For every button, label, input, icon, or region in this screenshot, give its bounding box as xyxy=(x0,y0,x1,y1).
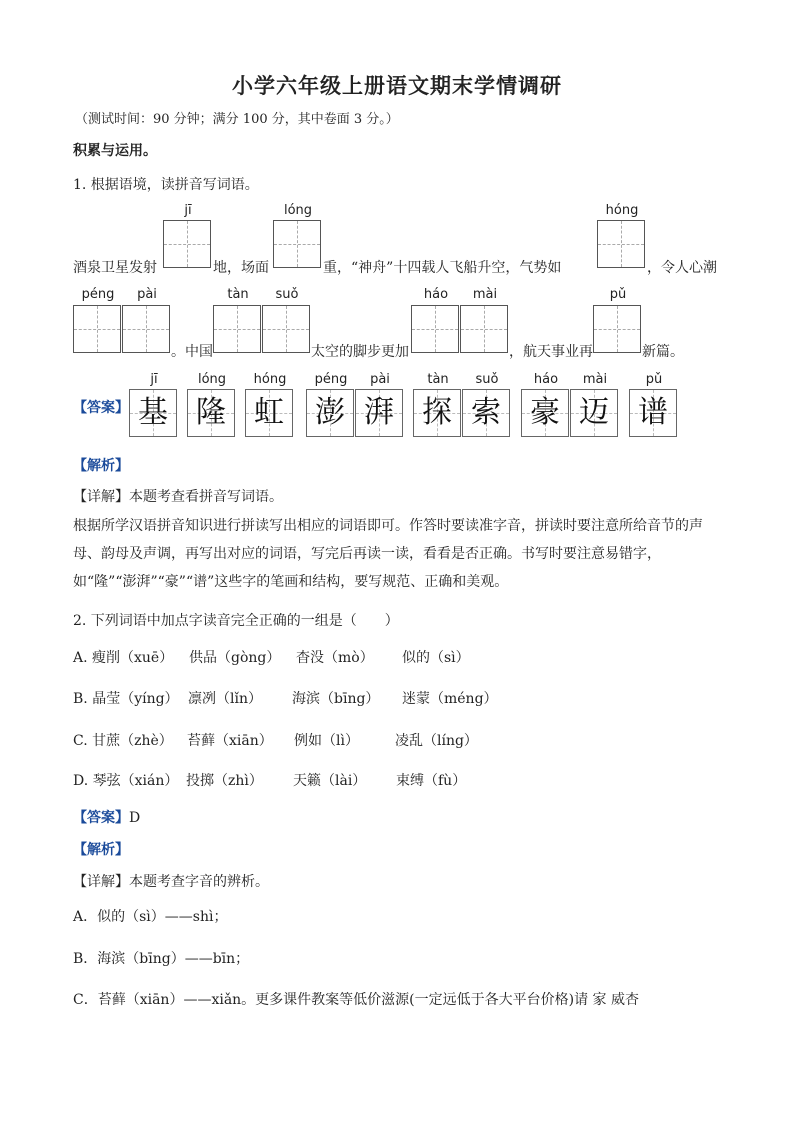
answer-char-cell xyxy=(413,389,461,437)
q1-text: 太空的脚步更加 xyxy=(311,344,409,360)
answer-tag: 【答案】 xyxy=(73,400,129,416)
option-word: 凌乱（líng） xyxy=(395,733,478,749)
answer-char: 索 xyxy=(471,395,501,430)
answer-char-cell xyxy=(521,389,569,437)
option-word: 束缚（fù） xyxy=(396,773,467,789)
pinyin-label: pǔ xyxy=(609,287,627,302)
q1-text: ，航天事业再 xyxy=(509,344,593,360)
q1-stem: 1. 根据语境，读拼音写词语。 xyxy=(73,177,259,193)
option-word: A. 瘦削（xuē） xyxy=(73,650,174,666)
option-word: D. 琴弦（xián） xyxy=(73,773,179,789)
writing-box[interactable] xyxy=(273,220,321,268)
option-word: 供品（gòng） xyxy=(189,650,281,666)
q1-text: 。中国 xyxy=(171,344,213,360)
option-word: 海滨（bīng） xyxy=(292,691,380,707)
writing-box[interactable] xyxy=(460,305,508,353)
test-note: （测试时间：90 分钟；满分 100 分，其中卷面 3 分。） xyxy=(75,112,399,127)
explain-a: A．似的（sì）——shì； xyxy=(73,909,228,925)
analysis-tag: 【解析】 xyxy=(73,842,129,858)
pinyin-label: lóng xyxy=(283,203,313,218)
answer-char-cell xyxy=(129,389,177,437)
q1-text: ，令人心潮 xyxy=(647,260,717,276)
answer-char: 澎 xyxy=(315,395,345,430)
answer-pinyin: jī xyxy=(150,372,158,387)
q2-answer xyxy=(73,807,140,827)
q1-text: 重，“神舟”十四载人飞船升空，气势如 xyxy=(323,260,562,276)
writing-box[interactable] xyxy=(163,220,211,268)
answer-char-cell xyxy=(187,389,235,437)
pinyin-label: hóng xyxy=(605,203,639,218)
detail-text: 【详解】本题考查字音的辨析。 xyxy=(73,874,269,890)
option-word: 杳没（mò） xyxy=(296,650,374,666)
pinyin-label: tàn xyxy=(227,287,249,302)
writing-box[interactable] xyxy=(122,305,170,353)
answer-char-cell xyxy=(245,389,293,437)
q1-text: 地，场面 xyxy=(213,260,269,276)
option-word: 苔藓（xiān） xyxy=(187,733,273,749)
pinyin-label: háo xyxy=(423,287,449,302)
option-c[interactable] xyxy=(73,730,478,750)
pinyin-label: pài xyxy=(137,287,157,302)
writing-box[interactable] xyxy=(597,220,645,268)
option-word: 天籁（lài） xyxy=(293,773,367,789)
answer-char-cell xyxy=(355,389,403,437)
answer-pinyin: pài xyxy=(370,372,390,387)
explain-b: B．海滨（bīng）——bīn； xyxy=(73,951,250,967)
answer-char: 探 xyxy=(422,395,452,430)
answer-pinyin: pǔ xyxy=(645,372,663,387)
pinyin-label: mài xyxy=(472,287,498,302)
answer-tag: 【答案】 xyxy=(73,810,129,826)
option-word: B. 晶莹（yíng） xyxy=(73,691,179,707)
option-word: 似的（sì） xyxy=(402,650,470,666)
answer-char: 湃 xyxy=(364,395,394,430)
answer-pinyin: hóng xyxy=(253,372,287,387)
answer-pinyin: suǒ xyxy=(475,372,499,387)
writing-box[interactable] xyxy=(411,305,459,353)
answer-char-cell xyxy=(306,389,354,437)
option-b[interactable] xyxy=(73,688,498,708)
q2-stem: 2. 下列词语中加点字读音完全正确的一组是（ ） xyxy=(73,613,399,629)
answer-char: 迈 xyxy=(579,395,609,430)
answer-pinyin: lóng xyxy=(197,372,227,387)
explain-c: C．苔藓（xiān）——xiǎn。更多课件教案等低价滋源(一定远低于各大平台价格)请 家 威杏 xyxy=(73,992,640,1008)
answer-pinyin: péng xyxy=(314,372,348,387)
detail-text: 【详解】本题考查看拼音写词语。 xyxy=(73,489,283,505)
writing-box[interactable] xyxy=(593,305,641,353)
answer-char: 虹 xyxy=(254,395,284,430)
option-word: 迷蒙（méng） xyxy=(402,691,498,707)
q1-text: 新篇。 xyxy=(642,344,684,360)
answer-char-cell xyxy=(629,389,677,437)
answer-char: 豪 xyxy=(530,395,560,430)
answer-pinyin: háo xyxy=(533,372,559,387)
option-d[interactable] xyxy=(73,770,466,790)
answer-char: 谱 xyxy=(638,395,668,430)
pinyin-label: jī xyxy=(184,203,192,218)
pinyin-label: suǒ xyxy=(275,287,299,302)
answer-pinyin: tàn xyxy=(427,372,449,387)
q1-text: 酒泉卫星发射 xyxy=(73,260,157,276)
answer-char-cell xyxy=(462,389,510,437)
writing-box[interactable] xyxy=(262,305,310,353)
option-word: 例如（lì） xyxy=(294,733,359,749)
writing-box[interactable] xyxy=(73,305,121,353)
analysis-tag: 【解析】 xyxy=(73,458,129,474)
answer-char: 隆 xyxy=(196,395,226,430)
answer-pinyin: mài xyxy=(582,372,608,387)
answer-char-cell xyxy=(570,389,618,437)
answer-value: D xyxy=(129,810,141,826)
option-a[interactable] xyxy=(73,647,470,667)
pinyin-label: péng xyxy=(81,287,115,302)
option-word: C. 甘蔗（zhè） xyxy=(73,733,173,749)
explain-paragraph: 根据所学汉语拼音知识进行拼读写出相应的词语即可。作答时要读准字音，拼读时要注意所给音节的声母、韵母及声调，再写出对应的词语，写完后再读一读，看看是否正确。书写时要注意易错字，如“隆”“澎湃”“豪”“谱”这些字的笔画和结构，要写规范、正确和美观。 xyxy=(73,518,703,590)
writing-box[interactable] xyxy=(213,305,261,353)
answer-char: 基 xyxy=(138,395,168,430)
option-word: 凛冽（lǐn） xyxy=(188,691,262,707)
page-title: 小学六年级上册语文期末学情调研 xyxy=(232,73,562,98)
section-heading: 积累与运用。 xyxy=(73,143,157,159)
option-word: 投掷（zhì） xyxy=(186,773,263,789)
